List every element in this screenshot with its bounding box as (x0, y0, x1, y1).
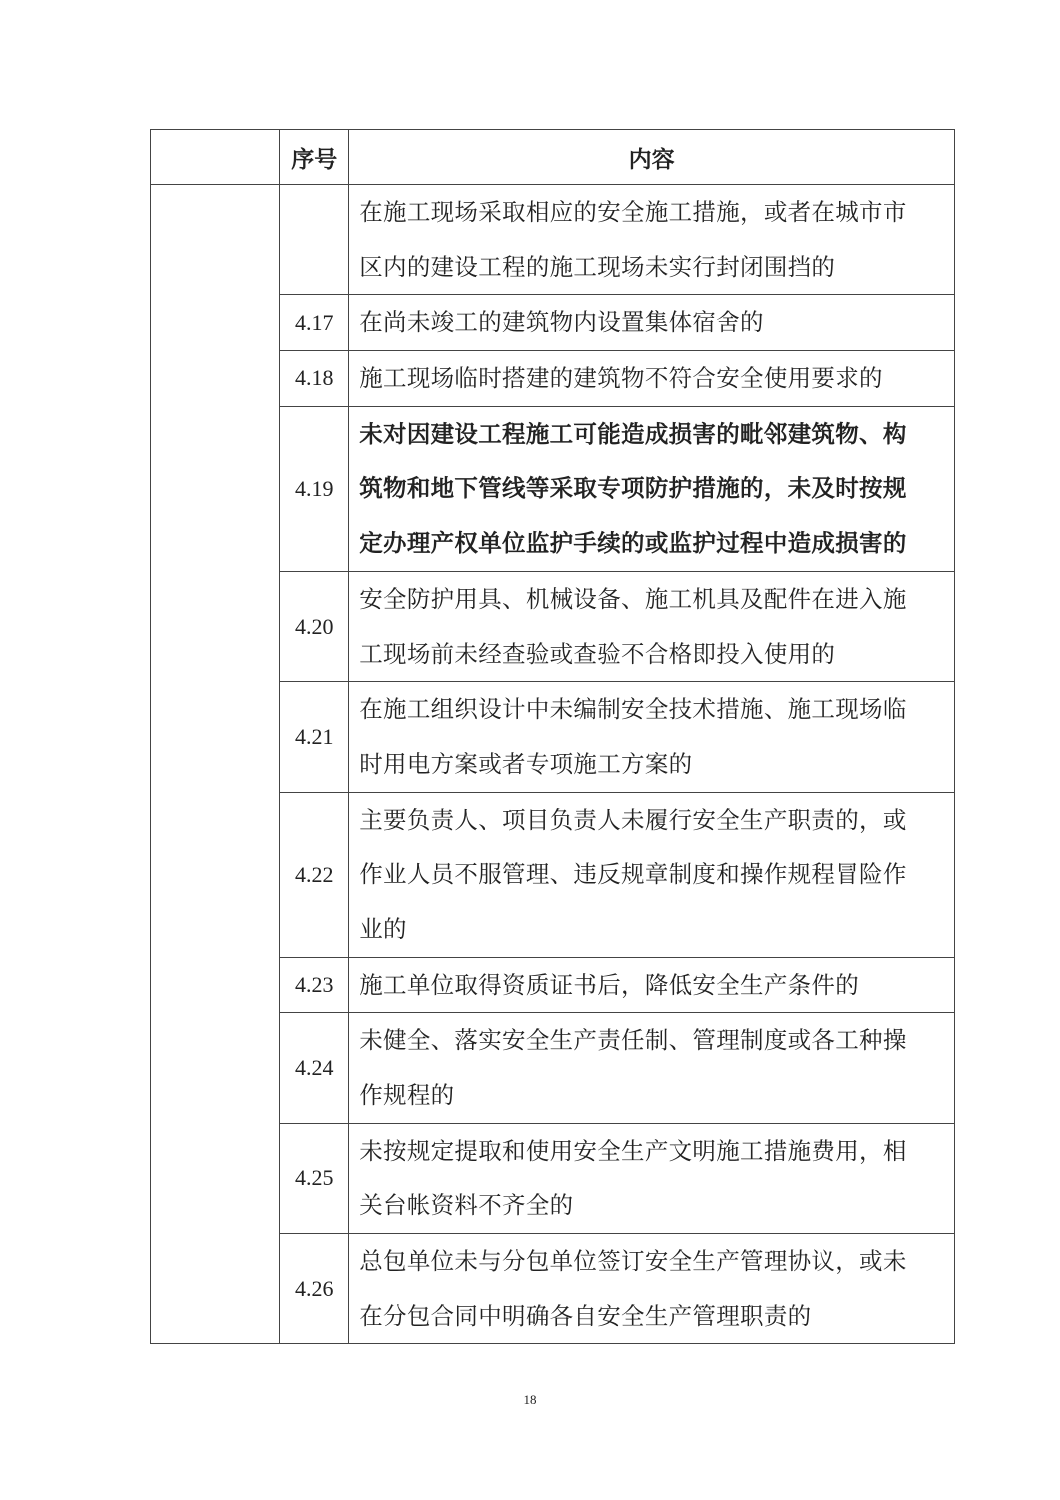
content-line: 未对因建设工程施工可能造成损害的毗邻建筑物、构 (359, 419, 907, 448)
content-line: 施工单位取得资质证书后，降低安全生产条件的 (359, 970, 860, 999)
content-line: 施工现场临时搭建的建筑物不符合安全使用要求的 (359, 364, 883, 393)
category-cell (151, 185, 280, 1344)
content-line: 关台帐资料不齐全的 (359, 1191, 574, 1220)
content-line: 安全防护用具、机械设备、施工机具及配件在进入施 (359, 584, 907, 613)
content-line: 在施工现场采取相应的安全施工措施，或者在城市市 (359, 198, 907, 226)
item-content (349, 1123, 955, 1233)
content-line: 时用电方案或者专项施工方案的 (359, 749, 693, 778)
item-content (349, 185, 955, 295)
content-line: 作业人员不服管理、违反规章制度和操作规程冒险作 (359, 860, 907, 889)
item-number: 4.25 (280, 1123, 349, 1233)
content-line: 作规程的 (359, 1081, 455, 1109)
item-number: 4.21 (280, 682, 349, 792)
content-line: 业的 (359, 914, 407, 943)
item-content (349, 351, 955, 407)
header-content: 内容 (349, 130, 955, 185)
item-content (349, 1013, 955, 1123)
item-content (349, 957, 955, 1013)
content-line: 筑物和地下管线等采取专项防护措施的，未及时按规 (359, 474, 907, 503)
item-number (280, 185, 349, 295)
item-content (349, 792, 955, 957)
item-number: 4.23 (280, 957, 349, 1013)
content-line: 在分包合同中明确各自安全生产管理职责的 (359, 1301, 812, 1330)
item-number: 4.19 (280, 406, 349, 571)
content-line: 未健全、落实安全生产责任制、管理制度或各工种操 (359, 1026, 907, 1055)
item-content (349, 682, 955, 792)
content-line: 主要负责人、项目负责人未履行安全生产职责的，或 (359, 805, 907, 834)
content-line: 区内的建设工程的施工现场未实行封闭围挡的 (359, 252, 836, 281)
item-content (349, 1234, 955, 1344)
header-category (151, 130, 280, 185)
content-line: 定办理产权单位监护手续的或监护过程中造成损害的 (359, 529, 907, 558)
content-line: 工现场前未经查验或查验不合格即投入使用的 (359, 639, 836, 668)
header-number: 序号 (280, 130, 349, 185)
item-content (349, 295, 955, 351)
table-row (151, 185, 955, 295)
content-line: 总包单位未与分包单位签订安全生产管理协议，或未 (359, 1247, 907, 1276)
item-number: 4.20 (280, 571, 349, 681)
content-line: 在尚未竣工的建筑物内设置集体宿舍的 (359, 308, 764, 337)
item-content (349, 406, 955, 571)
table-header-row (151, 130, 955, 185)
content-line: 在施工组织设计中未编制安全技术措施、施工现场临 (359, 695, 907, 724)
item-number: 4.26 (280, 1234, 349, 1344)
item-content (349, 571, 955, 681)
content-line: 未按规定提取和使用安全生产文明施工措施费用，相 (359, 1136, 907, 1165)
item-number: 4.22 (280, 792, 349, 957)
regulation-table (150, 129, 955, 1344)
item-number: 4.24 (280, 1013, 349, 1123)
item-number: 4.18 (280, 351, 349, 407)
item-number: 4.17 (280, 295, 349, 351)
page-number: 18 (523, 1392, 537, 1407)
